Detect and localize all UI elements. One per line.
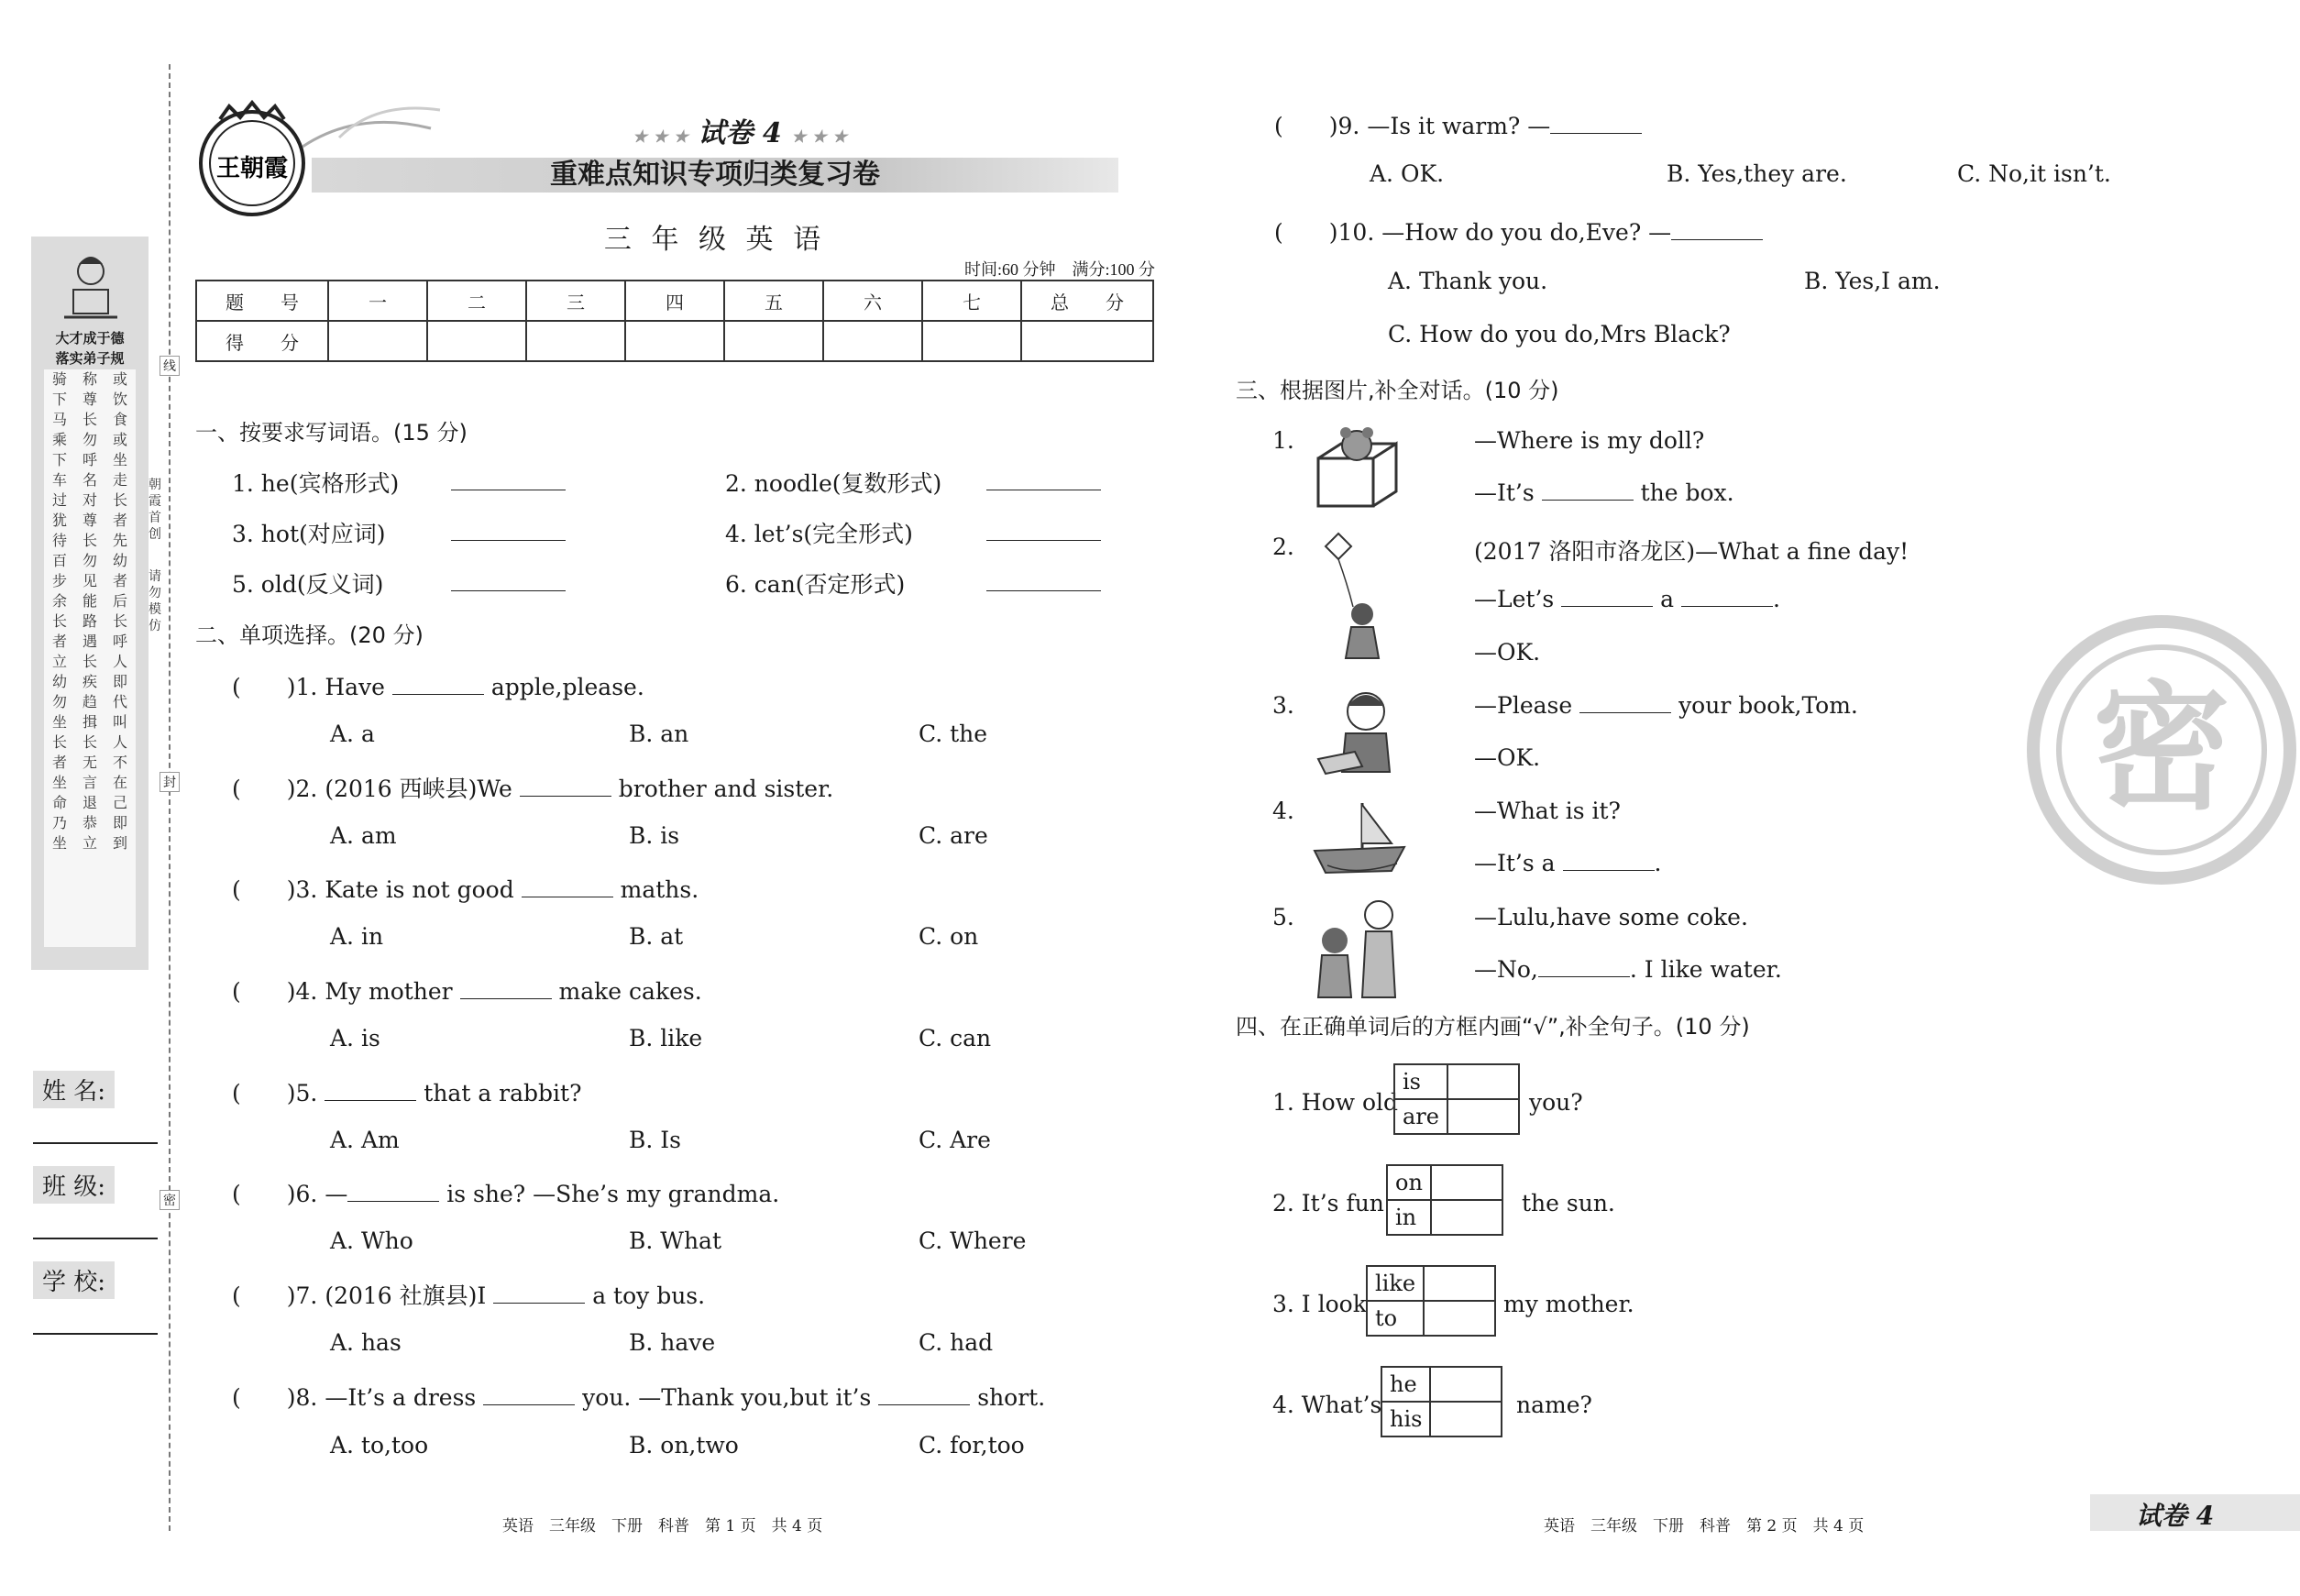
mc-question-4: ( )4. My mother make cakes.	[232, 978, 702, 1005]
dialogue-line: —Please your book,Tom.	[1474, 692, 1858, 719]
motto-column-3: 或饮食或坐走长者先幼者后长呼人即代叫人不在己即到	[112, 370, 127, 852]
mc-option[interactable]: A. OK.	[1370, 160, 1445, 187]
mc-option[interactable]: A. a	[330, 721, 375, 747]
mc-option[interactable]: C. for,too	[919, 1432, 1025, 1458]
footer-tag: 试卷 4	[2136, 1501, 2215, 1531]
answer-blank[interactable]	[1561, 586, 1653, 607]
dialogue-line: (2017 洛阳市洛龙区)—What a fine day!	[1474, 538, 1909, 565]
score-cell: 得 分	[196, 321, 328, 361]
mc-question-2: ( )2. (2016 西峡县)We brother and sister.	[232, 776, 834, 802]
mc-option[interactable]: B. What	[629, 1227, 722, 1254]
score-input[interactable]	[922, 321, 1021, 361]
time-info: 时间:60 分钟 满分:100 分	[963, 260, 1155, 279]
answer-blank[interactable]	[325, 1080, 416, 1101]
name-field-label: 姓 名:	[33, 1071, 125, 1108]
answer-blank[interactable]	[520, 776, 611, 797]
answer-blank[interactable]	[878, 1384, 970, 1405]
vertical-note-2: 请勿模仿	[149, 569, 161, 633]
part1-item: 4. let’s(完全形式)	[725, 521, 913, 547]
score-cell: 五	[724, 281, 823, 321]
answer-blank[interactable]	[483, 1384, 575, 1405]
part3-heading: 三、根据图片,补全对话。(10 分)	[1236, 378, 1559, 403]
part4-heading: 四、在正确单词后的方框内画“√”,补全句子。(10 分)	[1236, 1014, 1750, 1040]
choice-sentence-pre: 1. How old	[1272, 1089, 1399, 1116]
score-cell: 三	[526, 281, 625, 321]
tick-box[interactable]	[1447, 1099, 1519, 1134]
exam-title: 重难点知识专项归类复习卷	[550, 159, 880, 191]
mc-option[interactable]: A. to,too	[330, 1432, 429, 1458]
class-field[interactable]	[33, 1238, 158, 1239]
banner-line-2: 落实弟子规	[55, 350, 125, 367]
mc-option[interactable]: B. like	[629, 1025, 703, 1051]
part2-heading: 二、单项选择。(20 分)	[195, 622, 424, 648]
choice-sentence-post: my mother.	[1503, 1291, 1634, 1317]
tick-box[interactable]	[1424, 1301, 1495, 1336]
tick-box[interactable]	[1431, 1165, 1502, 1200]
banner-line-1: 大才成于德	[55, 330, 125, 347]
mc-option[interactable]: B. Yes,I am.	[1804, 268, 1941, 294]
two-kids-image	[1304, 898, 1414, 1005]
mc-option[interactable]: C. Where	[919, 1227, 1027, 1254]
fold-label-seal: 封	[160, 772, 180, 792]
dialogue-line: —OK.	[1474, 639, 1541, 666]
mc-option[interactable]: A. has	[330, 1329, 402, 1356]
choice-sentence-post: the sun.	[1522, 1190, 1615, 1216]
dialogue-line: —OK.	[1474, 744, 1541, 771]
answer-blank[interactable]	[451, 590, 566, 591]
girl-with-kite-image	[1311, 530, 1393, 667]
tick-box[interactable]	[1430, 1367, 1502, 1402]
score-table	[195, 280, 1154, 362]
choice-word: his	[1381, 1402, 1430, 1436]
tick-box[interactable]	[1424, 1266, 1495, 1301]
score-input[interactable]	[625, 321, 724, 361]
dialogue-line: —Lulu,have some coke.	[1474, 904, 1748, 930]
motto-column-2: 称尊长勿呼名对尊长勿见能路遇长疾趋揖长无言退恭立	[82, 370, 97, 852]
part1-item: 2. noodle(复数形式)	[725, 470, 942, 497]
mc-option[interactable]: B. is	[629, 822, 680, 849]
mc-option[interactable]: C. Are	[919, 1127, 991, 1153]
mc-option[interactable]: C. can	[919, 1025, 992, 1051]
mc-question-6: ( )6. — is she? —She’s my grandma.	[232, 1181, 780, 1207]
mc-option[interactable]: B. an	[629, 721, 689, 747]
score-input[interactable]	[724, 321, 823, 361]
answer-blank[interactable]	[522, 876, 613, 897]
score-cell: 总 分	[1021, 281, 1153, 321]
ribbon-decoration	[303, 101, 449, 156]
part1-item: 5. old(反义词)	[232, 571, 384, 598]
mc-question-7: ( )7. (2016 社旗县)I a toy bus.	[232, 1282, 706, 1309]
part1-item: 3. hot(对应词)	[232, 521, 386, 547]
mc-option[interactable]: A. in	[330, 923, 384, 950]
answer-blank[interactable]	[1681, 586, 1773, 607]
score-cell: 四	[625, 281, 724, 321]
mc-option[interactable]: C. are	[919, 822, 988, 849]
choice-table	[1386, 1164, 1503, 1236]
ship-image	[1309, 799, 1410, 878]
mc-option[interactable]: C. on	[919, 923, 979, 950]
score-input[interactable]	[526, 321, 625, 361]
dialogue-number: 3.	[1272, 692, 1294, 719]
mc-option[interactable]: C. the	[919, 721, 988, 747]
score-input[interactable]	[328, 321, 427, 361]
logo-text: 王朝霞	[215, 155, 289, 182]
part1-item: 6. can(否定形式)	[725, 571, 906, 598]
choice-sentence-post: you?	[1529, 1089, 1583, 1116]
choice-word: like	[1367, 1266, 1424, 1301]
mc-option[interactable]: B. at	[629, 923, 684, 950]
mc-option[interactable]: C. How do you do,Mrs Black?	[1388, 321, 1731, 347]
mc-option[interactable]: B. Yes,they are.	[1667, 160, 1847, 187]
mc-question-9: ( )9. —Is it warm? —	[1274, 108, 1642, 141]
student-figure-icon	[59, 246, 123, 328]
dialogue-number: 2.	[1272, 534, 1294, 560]
dialogue-line: —Let’s a .	[1474, 586, 1780, 612]
score-input[interactable]	[823, 321, 922, 361]
dialogue-line: —Where is my doll?	[1474, 427, 1705, 454]
page-footer-right: 英语 三年级 下册 科普 第 2 页 共 4 页	[1544, 1517, 1865, 1535]
choice-word: to	[1367, 1301, 1424, 1336]
mc-option[interactable]: A. Thank you.	[1388, 268, 1548, 294]
answer-blank[interactable]	[451, 540, 566, 541]
exam-subtitle: 三 年 级 英 语	[603, 224, 827, 256]
class-field-label: 班 级:	[33, 1166, 125, 1204]
choice-table	[1381, 1366, 1502, 1437]
answer-blank[interactable]	[986, 540, 1101, 541]
school-field-label: 学 校:	[33, 1261, 125, 1299]
mc-option[interactable]: A. Am	[330, 1127, 400, 1153]
choice-sentence-pre: 3. I look	[1272, 1291, 1367, 1317]
mc-option[interactable]: B. have	[629, 1329, 716, 1356]
binding-margin	[0, 0, 183, 1596]
motto-text	[44, 369, 136, 947]
dialogue-line: —No, . I like water.	[1474, 956, 1782, 983]
mc-option[interactable]: B. Is	[629, 1127, 681, 1153]
answer-blank[interactable]	[1538, 956, 1630, 977]
vertical-note-1: 朝霞首创	[149, 478, 161, 542]
answer-blank[interactable]	[493, 1282, 585, 1304]
page-footer-left: 英语 三年级 下册 科普 第 1 页 共 4 页	[502, 1517, 823, 1535]
choice-sentence-pre: 2. It’s fun	[1272, 1190, 1384, 1216]
answer-blank[interactable]	[1550, 113, 1642, 134]
part1-heading: 一、按要求写词语。(15 分)	[195, 420, 468, 446]
dialogue-line: —What is it?	[1474, 798, 1621, 824]
cut-line	[169, 64, 171, 1531]
choice-word: he	[1381, 1367, 1430, 1402]
score-table-header-row	[196, 281, 1153, 321]
publisher-logo	[193, 99, 312, 218]
score-input[interactable]	[427, 321, 526, 361]
confidential-seal-icon	[2024, 612, 2299, 887]
score-cell: 题 号	[196, 281, 328, 321]
answer-blank[interactable]	[460, 978, 552, 999]
choice-word: on	[1387, 1165, 1431, 1200]
choice-sentence-post: name?	[1516, 1392, 1592, 1418]
score-table-score-row	[196, 321, 1153, 361]
choice-word: in	[1387, 1200, 1431, 1235]
part1-item: 1. he(宾格形式)	[232, 470, 400, 497]
tick-box[interactable]	[1430, 1402, 1502, 1436]
dialogue-line: —It’s the box.	[1474, 479, 1734, 506]
answer-blank[interactable]	[1542, 479, 1634, 501]
answer-blank[interactable]	[392, 674, 484, 695]
seal-text: 密	[2092, 669, 2231, 829]
boy-with-book-image	[1309, 688, 1410, 779]
score-input[interactable]	[1021, 321, 1153, 361]
tick-box[interactable]	[1431, 1200, 1502, 1235]
mc-option[interactable]: C. had	[919, 1329, 994, 1356]
answer-blank[interactable]	[1579, 692, 1671, 713]
tick-box[interactable]	[1447, 1064, 1519, 1099]
mc-option[interactable]: B. on,two	[629, 1432, 739, 1458]
mc-option[interactable]: C. No,it isn’t.	[1957, 160, 2111, 187]
score-cell: 六	[823, 281, 922, 321]
mc-question-3: ( )3. Kate is not good maths.	[232, 876, 699, 903]
mc-option[interactable]: A. is	[330, 1025, 380, 1051]
motto-panel	[31, 237, 149, 970]
toy-box-image	[1309, 422, 1410, 510]
mc-question-8: ( )8. —It’s a dress you. —Thank you,but it’s short.	[232, 1384, 1046, 1411]
choice-sentence-pre: 4. What’s	[1272, 1392, 1382, 1418]
score-cell: 二	[427, 281, 526, 321]
score-cell: 七	[922, 281, 1021, 321]
answer-blank[interactable]	[1671, 219, 1763, 240]
mc-question-1: ( )1. Have apple,please.	[232, 674, 644, 700]
answer-blank[interactable]	[347, 1181, 439, 1202]
choice-word: is	[1394, 1064, 1447, 1099]
dialogue-number: 1.	[1272, 427, 1294, 454]
dialogue-number: 5.	[1272, 904, 1294, 930]
mc-option[interactable]: A. Who	[330, 1227, 413, 1254]
choice-table	[1393, 1063, 1520, 1135]
mc-question-10: ( )10. —How do you do,Eve? —	[1274, 215, 1763, 248]
score-cell: 一	[328, 281, 427, 321]
motto-column-1: 骑下马乘下车过犹待百步余长者立幼勿坐长者坐命乃坐	[51, 370, 67, 852]
answer-blank[interactable]	[1563, 850, 1655, 871]
school-field[interactable]	[33, 1333, 158, 1335]
series-label: ★ ★ ★ 试卷 4 ★ ★ ★	[633, 117, 848, 149]
dialogue-number: 4.	[1272, 798, 1294, 824]
fold-label-line: 线	[160, 356, 180, 376]
dialogue-line: —It’s a .	[1474, 850, 1662, 876]
choice-table	[1366, 1265, 1496, 1337]
mc-option[interactable]: A. am	[330, 822, 397, 849]
choice-word: are	[1394, 1099, 1447, 1134]
fold-label-secret: 密	[160, 1190, 180, 1210]
name-field[interactable]	[33, 1142, 158, 1144]
answer-blank[interactable]	[986, 590, 1101, 591]
mc-question-5: ( )5. that a rabbit?	[232, 1080, 582, 1106]
